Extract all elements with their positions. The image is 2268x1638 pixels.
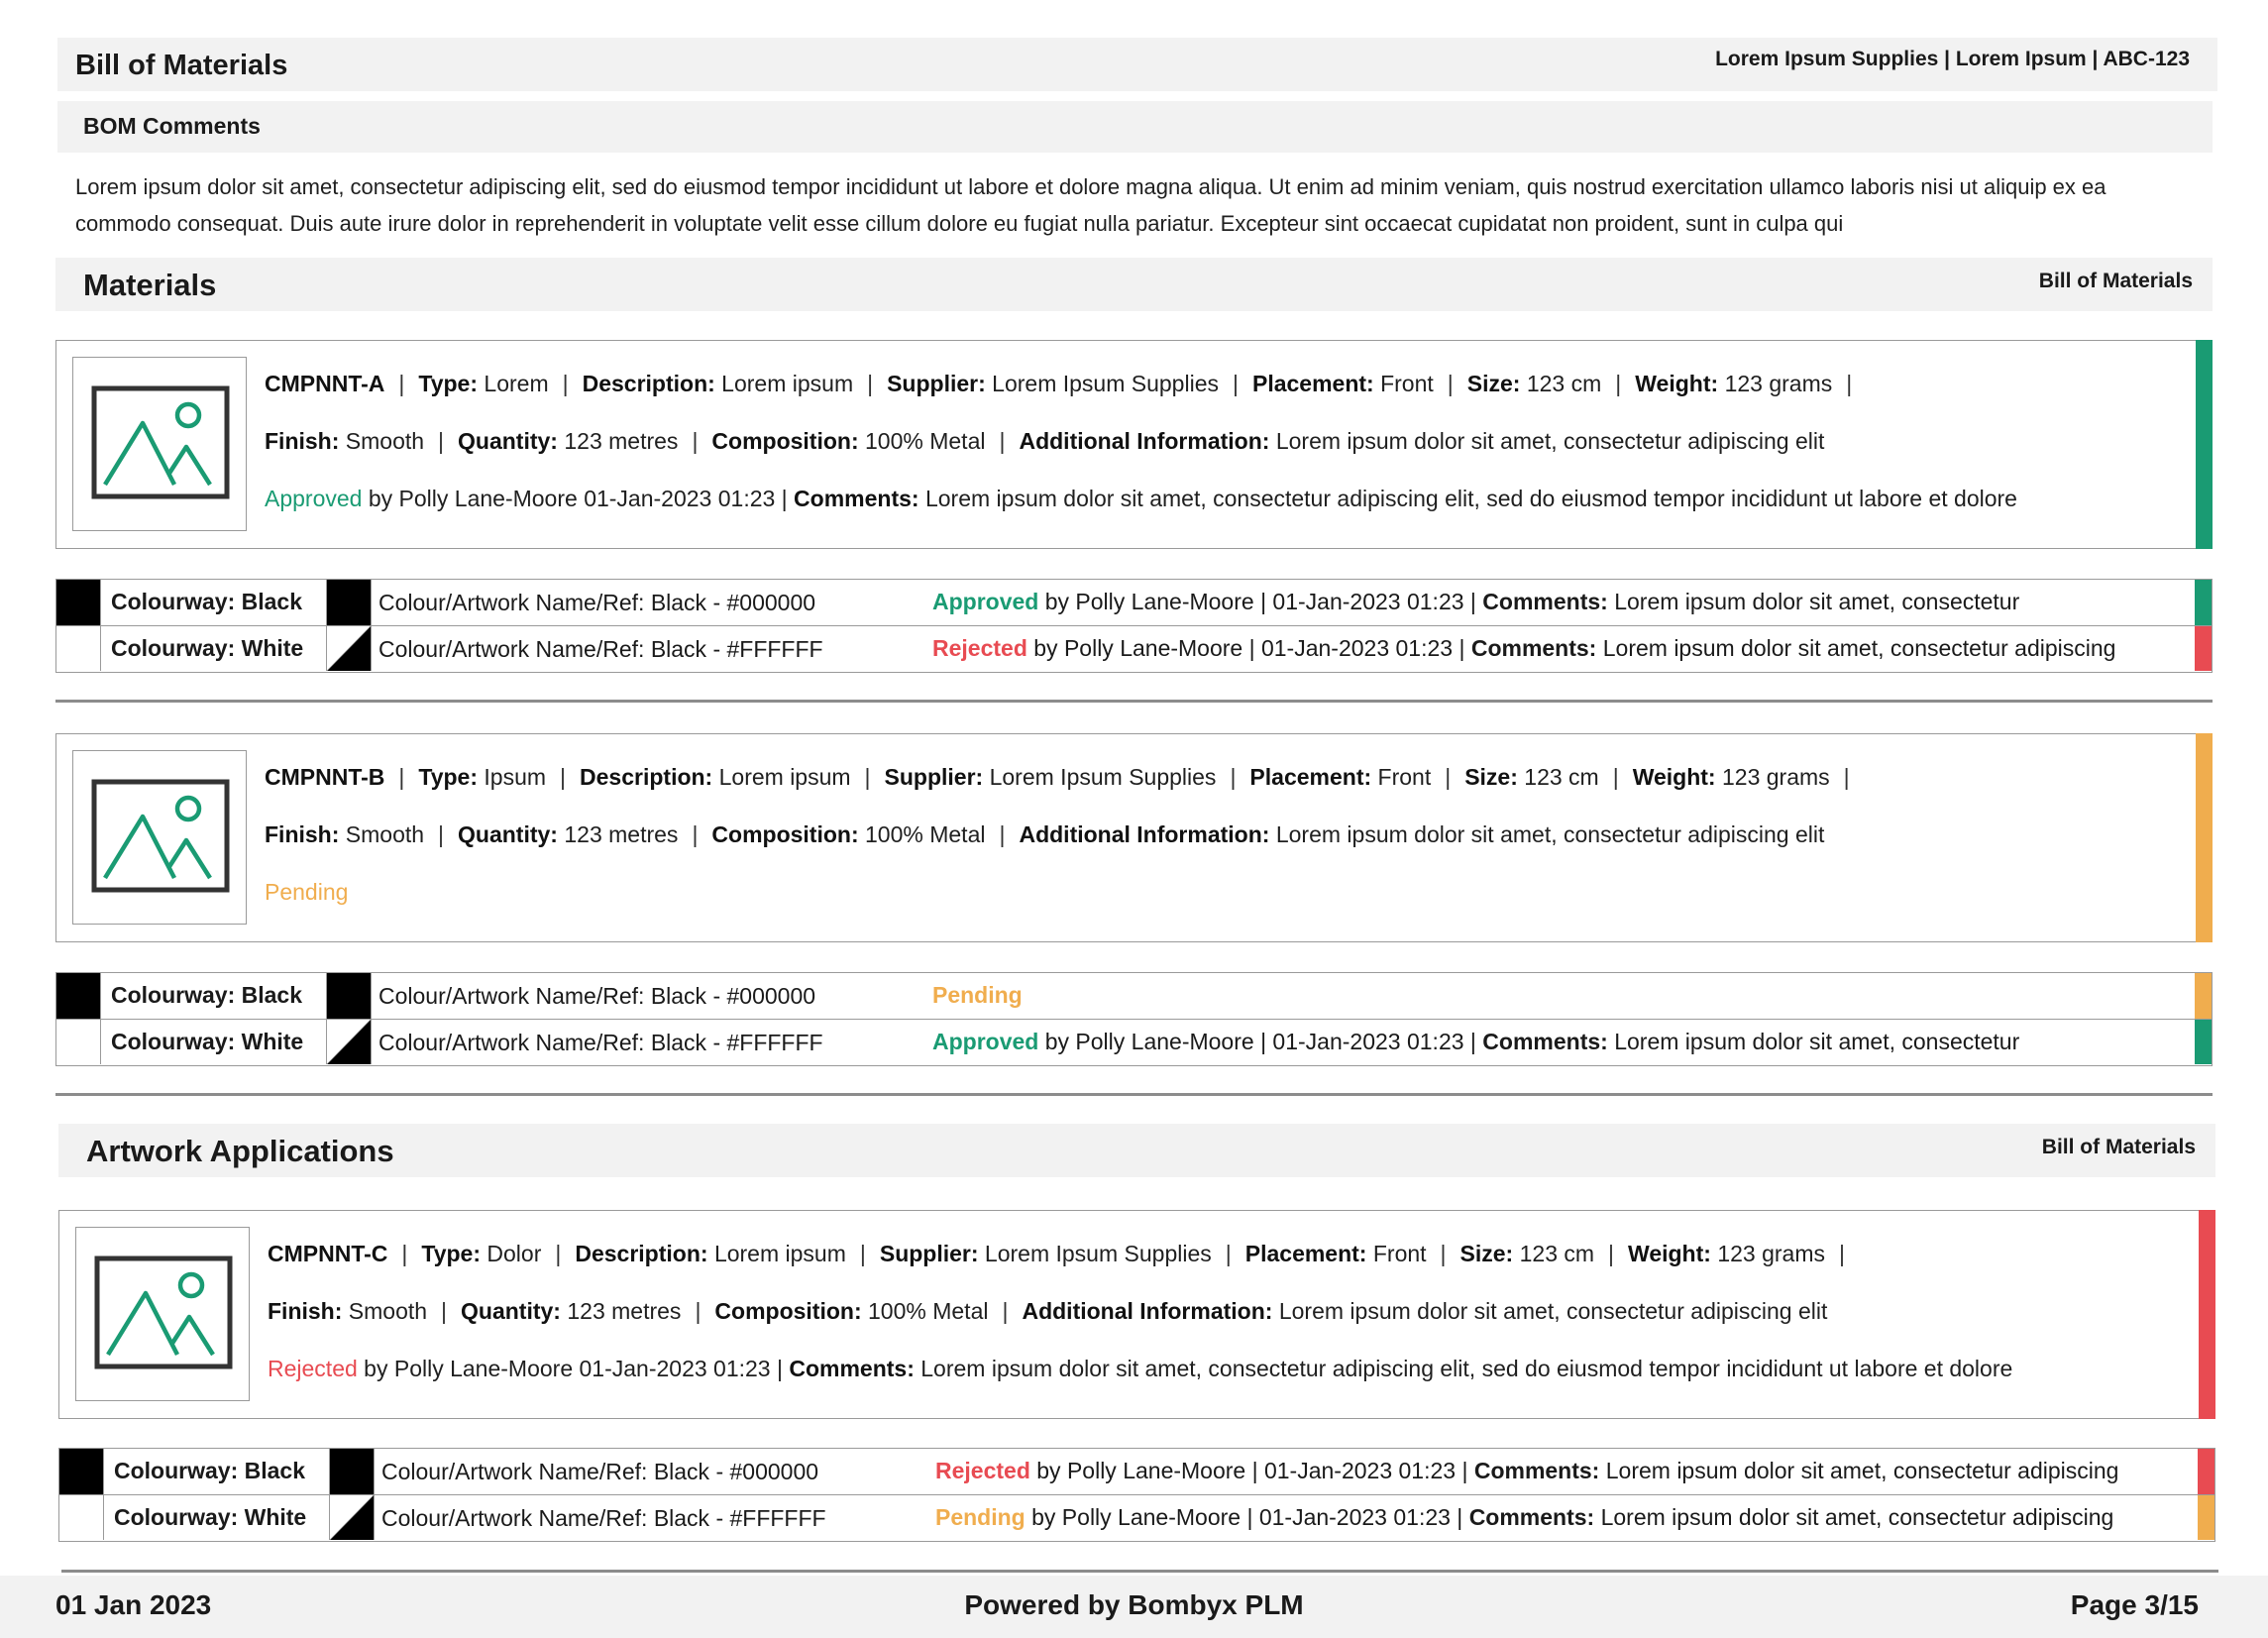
- separator: |: [398, 371, 405, 396]
- divider: [55, 700, 2213, 703]
- divider: [55, 1093, 2213, 1096]
- finish-label: Finish:: [265, 821, 340, 847]
- comments-label: Comments:: [1482, 1029, 1608, 1054]
- colourway-status: [932, 1029, 2019, 1055]
- separator: |: [1225, 1241, 1232, 1266]
- placement-value: Front: [1377, 764, 1432, 790]
- quantity-value: 123 metres: [564, 428, 679, 454]
- section-meta: Bill of Materials: [2038, 270, 2193, 292]
- finish-label: Finish:: [268, 1298, 343, 1324]
- separator: |: [1846, 371, 1853, 396]
- status-by: by Polly Lane-Moore | 01-Jan-2023 01:23 |: [1038, 1029, 1483, 1054]
- size-label: Size:: [1466, 371, 1521, 396]
- colour-ref-label: Colour/Artwork Name/Ref:: [378, 590, 645, 615]
- colourway-swatch: [56, 1020, 101, 1064]
- separator: |: [1608, 1241, 1615, 1266]
- type-value: Ipsum: [484, 764, 547, 790]
- colourway-name: [111, 635, 303, 662]
- comments-label: Comments:: [1482, 589, 1608, 614]
- status-strip: [2198, 1449, 2214, 1494]
- colour-ref-value: Black - #000000: [653, 1459, 819, 1484]
- colourway-name: [114, 1458, 305, 1484]
- status-strip: [2195, 973, 2212, 1019]
- comments-value: Lorem ipsum dolor sit amet, consectetur adipiscing elit, sed do eiusmod tempor incididunt ut labore et dolore: [920, 1356, 2013, 1381]
- description-value: Lorem ipsum: [713, 1241, 846, 1266]
- composition-value: 100% Metal: [865, 821, 986, 847]
- component-attributes-row-2: [265, 428, 1824, 455]
- colourway-status: [932, 635, 2115, 662]
- colourway-status: [932, 589, 2019, 615]
- separator: |: [398, 764, 405, 790]
- comments-label: Comments:: [1468, 1504, 1595, 1530]
- colourway-value: White: [241, 1029, 304, 1054]
- separator: |: [864, 764, 871, 790]
- colour-swatch: [326, 973, 372, 1019]
- separator: |: [560, 764, 567, 790]
- separator: |: [692, 428, 699, 454]
- colour-ref-label: Colour/Artwork Name/Ref:: [378, 1030, 645, 1055]
- finish-value: Smooth: [345, 821, 425, 847]
- colourway-value: White: [244, 1504, 307, 1530]
- component-card: [55, 733, 2213, 942]
- section-meta: Bill of Materials: [2041, 1136, 2196, 1158]
- additional-info-label: Additional Information:: [1019, 821, 1270, 847]
- placement-value: Front: [1380, 371, 1434, 396]
- supplier-value: Lorem Ipsum Supplies: [989, 764, 1217, 790]
- colourway-label: Colourway:: [111, 982, 236, 1008]
- colourway-row: [59, 1494, 2214, 1540]
- colourway-status-label: Rejected: [935, 1458, 1030, 1483]
- size-label: Size:: [1459, 1241, 1514, 1266]
- status-by: by Polly Lane-Moore 01-Jan-2023 01:23 |: [357, 1356, 790, 1381]
- colour-swatch: [326, 1020, 372, 1064]
- component-status-row: [265, 486, 2017, 512]
- bom-comments-text: Lorem ipsum dolor sit amet, consectetur adipiscing elit, sed do eiusmod tempor incididunt ut labore et dolore magna aliqua. Ut enim ad minim veniam, quis nostrud exercitation ullamco laboris nisi ut aliquip ex ea commodo consequat. Duis aute irure dolor in reprehenderit in voluptate velit esse cillum dolore eu fugiat nulla pariatur. Excepteur sint occaecat cupidatat non proident, sunt in culpa qui: [75, 174, 2106, 236]
- status-strip: [2199, 1210, 2215, 1419]
- colourway-status: [935, 1458, 2118, 1484]
- colourway-status-label: Rejected: [932, 635, 1027, 661]
- placement-label: Placement:: [1244, 1241, 1367, 1266]
- separator: |: [1612, 764, 1619, 790]
- status-strip: [2195, 580, 2212, 625]
- status-strip: [2195, 626, 2212, 671]
- supplier-label: Supplier:: [879, 1241, 979, 1266]
- colourway-swatch: [59, 1495, 104, 1540]
- separator: |: [999, 821, 1006, 847]
- quantity-label: Quantity:: [458, 428, 558, 454]
- colourway-status: [932, 982, 1023, 1009]
- footer-powered-by: Powered by Bombyx PLM: [964, 1589, 1304, 1620]
- separator: |: [692, 821, 699, 847]
- colourway-label: Colourway:: [111, 1029, 236, 1054]
- weight-label: Weight:: [1628, 1241, 1711, 1266]
- section-title: Artwork Applications: [86, 1134, 394, 1168]
- separator: |: [1445, 764, 1452, 790]
- separator: |: [1843, 764, 1850, 790]
- comments-label: Comments:: [794, 486, 919, 511]
- status-strip: [2198, 1495, 2214, 1540]
- status-by: by Polly Lane-Moore 01-Jan-2023 01:23 |: [362, 486, 795, 511]
- composition-label: Composition:: [711, 821, 859, 847]
- colourway-row: [56, 625, 2212, 671]
- colour-ref: [378, 590, 815, 616]
- comments-value: Lorem ipsum dolor sit amet, consectetur adipiscing: [1602, 635, 2116, 661]
- colour-ref: [381, 1505, 826, 1532]
- colourway-name: [111, 589, 302, 615]
- additional-info-value: Lorem ipsum dolor sit amet, consectetur adipiscing elit: [1278, 1298, 1828, 1324]
- colourway-swatch: [56, 626, 101, 671]
- component-status-row: [265, 879, 348, 906]
- weight-value: 123 grams: [1717, 1241, 1825, 1266]
- comments-value: Lorem ipsum dolor sit amet, consectetur adipiscing: [1600, 1504, 2114, 1530]
- description-label: Description:: [582, 371, 715, 396]
- colour-ref-label: Colour/Artwork Name/Ref:: [378, 636, 645, 662]
- separator: |: [441, 1298, 448, 1324]
- page-footer: [0, 1576, 2268, 1638]
- size-value: 123 cm: [1524, 764, 1599, 790]
- type-value: Lorem: [484, 371, 549, 396]
- component-status: Approved: [265, 486, 363, 511]
- separator: |: [1230, 764, 1237, 790]
- supplier-label: Supplier:: [887, 371, 986, 396]
- status-strip: [2195, 1020, 2212, 1064]
- separator: |: [695, 1298, 702, 1324]
- size-value: 123 cm: [1519, 1241, 1595, 1266]
- placement-value: Front: [1372, 1241, 1427, 1266]
- composition-label: Composition:: [711, 428, 859, 454]
- component-status: Rejected: [268, 1356, 358, 1381]
- colourway-label: Colourway:: [111, 589, 236, 614]
- status-by: by Polly Lane-Moore | 01-Jan-2023 01:23 |: [1038, 589, 1483, 614]
- supplier-value: Lorem Ipsum Supplies: [992, 371, 1219, 396]
- size-value: 123 cm: [1526, 371, 1602, 396]
- colourway-value: White: [241, 635, 304, 661]
- separator: |: [1447, 371, 1454, 396]
- colourway-name: [111, 1029, 303, 1055]
- weight-label: Weight:: [1635, 371, 1719, 396]
- status-by: by Polly Lane-Moore | 01-Jan-2023 01:23 |: [1026, 635, 1471, 661]
- separator: |: [438, 428, 445, 454]
- colourway-label: Colourway:: [114, 1458, 239, 1483]
- component-thumbnail[interactable]: [72, 750, 247, 925]
- component-code: CMPNNT-A: [265, 371, 385, 396]
- colourway-table: [55, 579, 2213, 673]
- document-header: [57, 38, 2217, 91]
- colourway-status-label: Approved: [932, 1029, 1039, 1054]
- colour-swatch: [329, 1495, 375, 1540]
- description-label: Description:: [575, 1241, 708, 1266]
- component-card: [55, 340, 2213, 549]
- colourway-name: [111, 982, 302, 1009]
- colourway-table: [55, 972, 2213, 1066]
- separator: |: [562, 371, 569, 396]
- comments-value: Lorem ipsum dolor sit amet, consectetur: [1614, 589, 2020, 614]
- additional-info-label: Additional Information:: [1019, 428, 1270, 454]
- footer-page-number: Page 3/15: [2070, 1589, 2199, 1620]
- additional-info-value: Lorem ipsum dolor sit amet, consectetur adipiscing elit: [1275, 821, 1825, 847]
- type-label: Type:: [421, 1241, 482, 1266]
- additional-info-label: Additional Information:: [1022, 1298, 1273, 1324]
- colourway-status-label: Pending: [935, 1504, 1026, 1530]
- colour-swatch: [329, 1449, 375, 1494]
- separator: |: [438, 821, 445, 847]
- divider: [61, 1570, 2218, 1573]
- colour-ref-label: Colour/Artwork Name/Ref:: [381, 1505, 648, 1531]
- colour-ref: [381, 1459, 818, 1485]
- colourway-swatch: [56, 580, 101, 625]
- separator: |: [1615, 371, 1622, 396]
- component-attributes-row-2: [268, 1298, 1827, 1325]
- bom-comments-heading: [57, 101, 2213, 153]
- colourway-row: [56, 1019, 2212, 1064]
- comments-value: Lorem ipsum dolor sit amet, consectetur adipiscing: [1605, 1458, 2119, 1483]
- colour-ref-label: Colour/Artwork Name/Ref:: [381, 1459, 648, 1484]
- quantity-value: 123 metres: [564, 821, 679, 847]
- status-strip: [2196, 733, 2213, 942]
- colourway-row: [56, 973, 2212, 1019]
- composition-value: 100% Metal: [868, 1298, 989, 1324]
- quantity-value: 123 metres: [567, 1298, 682, 1324]
- section-title: Materials: [83, 268, 217, 302]
- colour-ref-value: Black - #FFFFFF: [653, 1505, 826, 1531]
- colourway-value: Black: [241, 982, 302, 1008]
- colour-ref-value: Black - #000000: [650, 983, 816, 1009]
- comments-label: Comments:: [789, 1356, 915, 1381]
- bom-comments-label: BOM Comments: [83, 113, 261, 139]
- colourway-status-label: Approved: [932, 589, 1039, 614]
- description-label: Description:: [580, 764, 713, 790]
- status-by: by Polly Lane-Moore | 01-Jan-2023 01:23 |: [1029, 1458, 1474, 1483]
- additional-info-value: Lorem ipsum dolor sit amet, consectetur adipiscing elit: [1275, 428, 1825, 454]
- colourway-label: Colourway:: [114, 1504, 239, 1530]
- composition-label: Composition:: [714, 1298, 862, 1324]
- colourway-swatch: [59, 1449, 104, 1494]
- quantity-label: Quantity:: [458, 821, 558, 847]
- status-strip: [2196, 340, 2213, 549]
- component-code: CMPNNT-C: [268, 1241, 388, 1266]
- separator: |: [555, 1241, 562, 1266]
- colour-ref: [378, 636, 823, 663]
- colour-ref: [378, 983, 815, 1010]
- colourway-status: [935, 1504, 2113, 1531]
- colour-ref-label: Colour/Artwork Name/Ref:: [378, 983, 645, 1009]
- separator: |: [401, 1241, 408, 1266]
- comments-value: Lorem ipsum dolor sit amet, consectetur: [1614, 1029, 2020, 1054]
- weight-value: 123 grams: [1724, 371, 1833, 396]
- finish-value: Smooth: [348, 1298, 428, 1324]
- comments-value: Lorem ipsum dolor sit amet, consectetur adipiscing elit, sed do eiusmod tempor incididunt ut labore et dolore: [924, 486, 2017, 511]
- colourway-swatch: [56, 973, 101, 1019]
- separator: |: [867, 371, 874, 396]
- colourway-row: [59, 1449, 2214, 1494]
- component-card: [58, 1210, 2215, 1419]
- colourway-row: [56, 580, 2212, 625]
- status-by: by Polly Lane-Moore | 01-Jan-2023 01:23 |: [1025, 1504, 1469, 1530]
- component-status-row: [268, 1356, 2012, 1382]
- separator: |: [859, 1241, 866, 1266]
- description-value: Lorem ipsum: [721, 371, 854, 396]
- document-title: Bill of Materials: [75, 50, 288, 81]
- type-label: Type:: [418, 764, 479, 790]
- composition-value: 100% Metal: [865, 428, 986, 454]
- comments-label: Comments:: [1470, 635, 1597, 661]
- colour-ref-value: Black - #000000: [650, 590, 816, 615]
- size-label: Size:: [1464, 764, 1518, 790]
- description-value: Lorem ipsum: [718, 764, 851, 790]
- separator: |: [1440, 1241, 1447, 1266]
- supplier-label: Supplier:: [884, 764, 984, 790]
- finish-value: Smooth: [345, 428, 425, 454]
- separator: |: [1002, 1298, 1009, 1324]
- separator: |: [1839, 1241, 1845, 1266]
- colour-ref: [378, 1030, 823, 1056]
- quantity-label: Quantity:: [461, 1298, 561, 1324]
- colourway-status-label: Pending: [932, 982, 1023, 1008]
- colourway-value: Black: [241, 589, 302, 614]
- type-value: Dolor: [486, 1241, 542, 1266]
- colour-swatch: [326, 580, 372, 625]
- weight-value: 123 grams: [1722, 764, 1830, 790]
- component-code: CMPNNT-B: [265, 764, 385, 790]
- supplier-value: Lorem Ipsum Supplies: [984, 1241, 1212, 1266]
- separator: |: [999, 428, 1006, 454]
- component-attributes-row-2: [265, 821, 1824, 848]
- type-label: Type:: [418, 371, 479, 396]
- document-meta: Lorem Ipsum Supplies | Lorem Ipsum | ABC-123: [1715, 48, 2190, 70]
- section-heading-artwork: [58, 1124, 2215, 1177]
- weight-label: Weight:: [1632, 764, 1716, 790]
- component-attributes-row-1: [265, 764, 1864, 791]
- colour-ref-value: Black - #FFFFFF: [650, 1030, 823, 1055]
- finish-label: Finish:: [265, 428, 340, 454]
- separator: |: [1233, 371, 1239, 396]
- colourway-name: [114, 1504, 306, 1531]
- component-attributes-row-1: [268, 1241, 1859, 1267]
- section-heading-materials: [55, 258, 2213, 311]
- footer-date: 01 Jan 2023: [55, 1589, 212, 1620]
- colour-ref-value: Black - #FFFFFF: [650, 636, 823, 662]
- component-attributes-row-1: [265, 371, 1866, 397]
- placement-label: Placement:: [1251, 371, 1374, 396]
- component-status: Pending: [265, 879, 349, 905]
- component-thumbnail[interactable]: [72, 357, 247, 531]
- component-thumbnail[interactable]: [75, 1227, 250, 1401]
- placement-label: Placement:: [1249, 764, 1372, 790]
- comments-label: Comments:: [1473, 1458, 1600, 1483]
- colourway-label: Colourway:: [111, 635, 236, 661]
- colourway-table: [58, 1448, 2215, 1542]
- colour-swatch: [326, 626, 372, 671]
- colourway-value: Black: [244, 1458, 305, 1483]
